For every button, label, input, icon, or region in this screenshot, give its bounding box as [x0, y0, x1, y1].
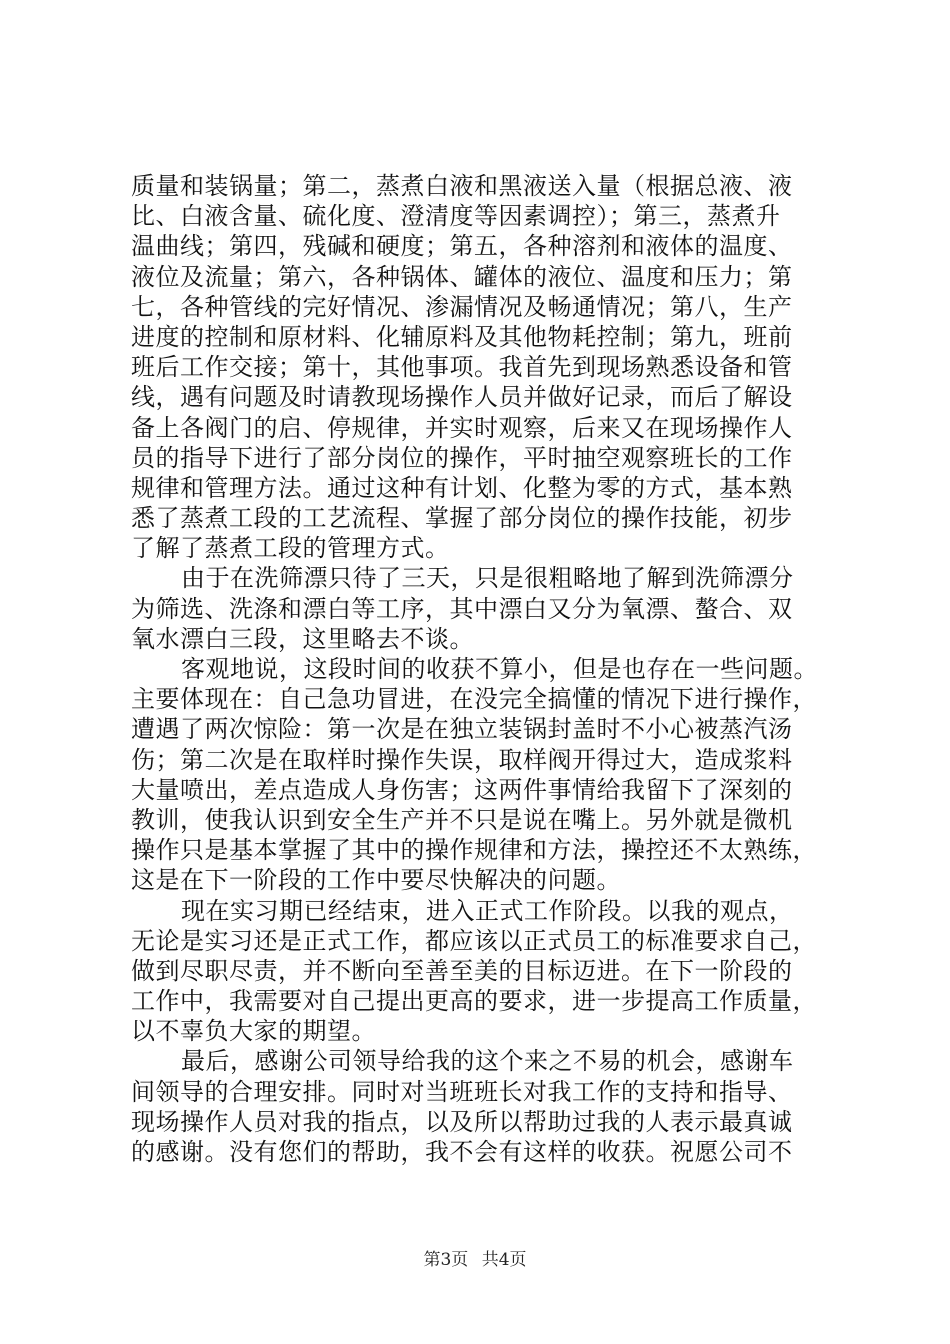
text-line: 班后工作交接；第十，其他事项。我首先到现场熟悉设备和管 — [131, 353, 793, 382]
text-line: 现场操作人员对我的指点，以及所以帮助过我的人表示最真诚 — [131, 1107, 793, 1136]
text-line: 规律和管理方法。通过这种有计划、化整为零的方式，基本熟 — [131, 473, 793, 502]
text-line: 备上各阀门的启、停规律，并实时观察，后来又在现场操作人 — [131, 413, 793, 442]
text-line: 遭遇了两次惊险：第一次是在独立装锅封盖时不小心被蒸汽汤 — [131, 715, 793, 744]
text-line: 大量喷出，差点造成人身伤害；这两件事情给我留下了深刻的 — [131, 775, 793, 804]
paragraph-start-line: 最后，感谢公司领导给我的这个来之不易的机会，感谢车 — [181, 1047, 794, 1076]
text-line: 操作只是基本掌握了其中的操作规律和方法，操控还不太熟练， — [131, 836, 817, 865]
text-line: 比、白液含量、硫化度、澄清度等因素调控）；第三，蒸煮升 — [131, 202, 781, 231]
text-line: 无论是实习还是正式工作，都应该以正式员工的标准要求自己， — [131, 926, 817, 955]
text-line: 为筛选、洗涤和漂白等工序，其中漂白又分为氧漂、螯合、双 — [131, 594, 793, 623]
text-line: 伤；第二次是在取样时操作失误，取样阀开得过大，造成浆料 — [131, 745, 793, 774]
text-line: 进度的控制和原材料、化辅原料及其他物耗控制；第九，班前 — [131, 322, 793, 351]
text-line: 做到尽职尽责，并不断向至善至美的目标迈进。在下一阶段的 — [131, 956, 793, 985]
text-line: 以不辜负大家的期望。 — [131, 1017, 376, 1046]
text-line: 这是在下一阶段的工作中要尽快解决的问题。 — [131, 866, 621, 895]
text-line: 员的指导下进行了部分岗位的操作，平时抽空观察班长的工作 — [131, 443, 793, 472]
text-line: 液位及流量；第六，各种锅体、罐体的液位、温度和压力；第 — [131, 262, 793, 291]
text-line: 悉了蒸煮工段的工艺流程、掌握了部分岗位的操作技能，初步 — [131, 504, 793, 533]
page-total: 共4页 — [481, 1250, 527, 1270]
text-line: 的感谢。没有您们的帮助，我不会有这样的收获。祝愿公司不 — [131, 1138, 793, 1166]
paragraph-start-line: 现在实习期已经结束，进入正式工作阶段。以我的观点， — [181, 896, 794, 925]
document-body — [131, 171, 851, 1167]
text-line: 工作中，我需要对自己提出更高的要求，进一步提高工作质量， — [131, 987, 817, 1016]
text-line: 七，各种管线的完好情况、渗漏情况及畅通情况；第八，生产 — [131, 292, 793, 321]
text-line: 教训，使我认识到安全生产并不只是说在嘴上。另外就是微机 — [131, 805, 793, 834]
text-line: 质量和装锅量；第二，蒸煮白液和黑液送入量（根据总液、液 — [131, 172, 793, 200]
paragraph-start-line: 由于在洗筛漂只待了三天，只是很粗略地了解到洗筛漂分 — [181, 564, 794, 593]
page-number: 第3页 — [423, 1250, 469, 1270]
text-line: 了解了蒸煮工段的管理方式。 — [131, 534, 450, 563]
text-line: 线，遇有问题及时请教现场操作人员并做好记录，而后了解设 — [131, 383, 793, 412]
text-line: 温曲线；第四，残碱和硬度；第五，各种溶剂和液体的温度、 — [131, 232, 793, 261]
text-line: 间领导的合理安排。同时对当班班长对我工作的支持和指导、 — [131, 1077, 793, 1106]
text-line: 氧水漂白三段，这里略去不谈。 — [131, 624, 474, 653]
paragraph-start-line: 客观地说，这段时间的收获不算小，但是也存在一些问题。 — [181, 655, 818, 683]
page-footer — [0, 1245, 950, 1270]
text-line: 主要体现在：自己急功冒进，在没完全搞懂的情况下进行操作， — [131, 685, 817, 714]
